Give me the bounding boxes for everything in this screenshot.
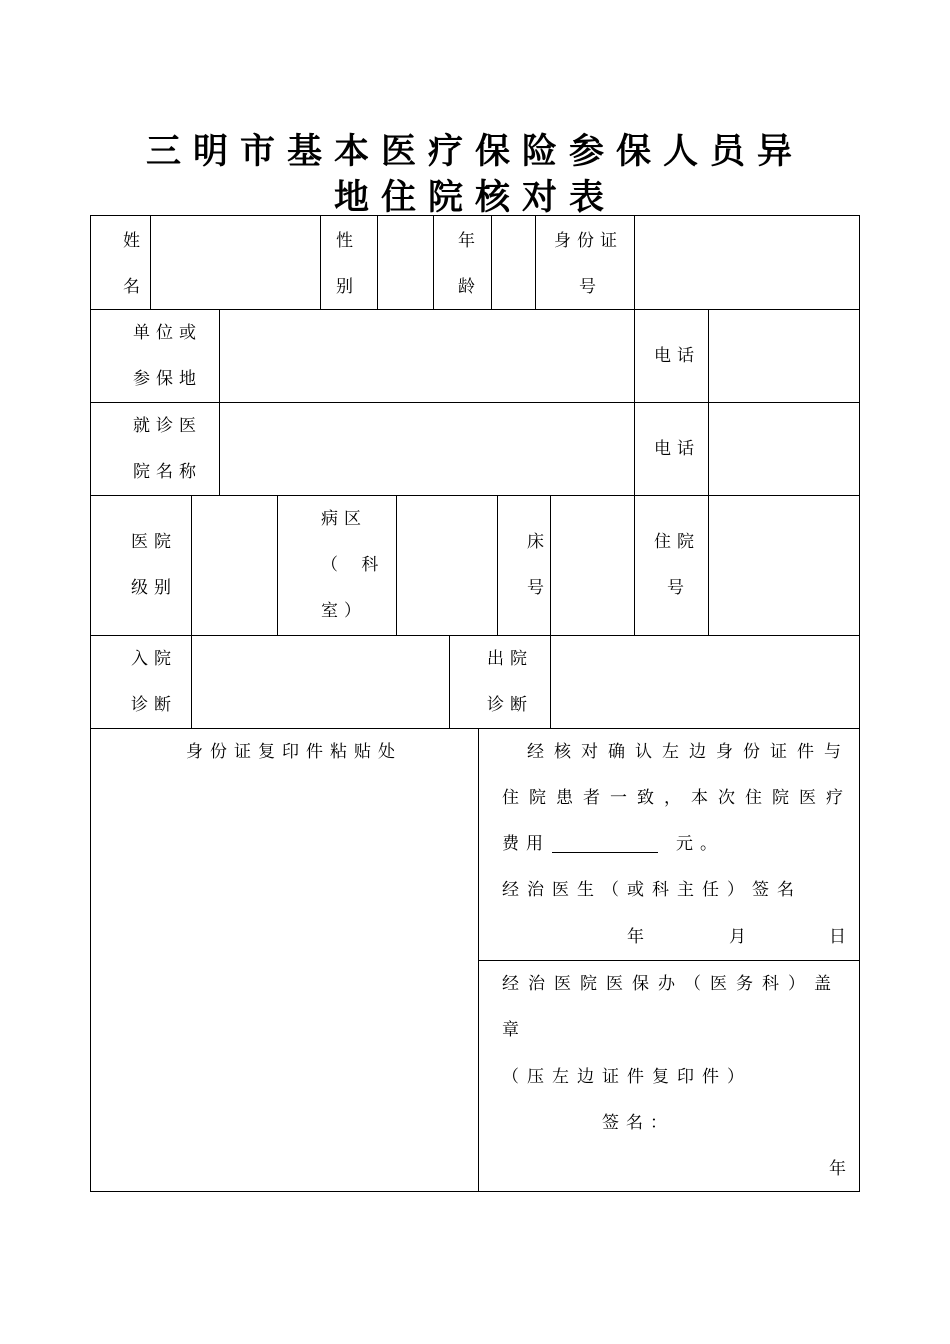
gender-label-2: 别 (336, 277, 359, 297)
confirm-fee-label: 费用 (502, 834, 550, 854)
bed-value-cell[interactable] (550, 495, 634, 635)
fee-blank-line[interactable] (552, 852, 658, 853)
bed-label-2: 号 (527, 578, 550, 598)
discharge-diag-label-2: 诊断 (487, 695, 533, 715)
stamp-sign-label: 签名： (602, 1113, 674, 1133)
hospital-value-cell[interactable] (219, 402, 634, 495)
id-label-1: 身份证 (554, 231, 623, 251)
id-value-cell[interactable] (634, 215, 860, 309)
id-copy-area[interactable] (90, 728, 478, 1192)
name-label-1: 姓 (123, 231, 146, 251)
unit-value-cell[interactable] (219, 309, 634, 402)
form-title-line1: 三明市基本医疗保险参保人员异 (145, 132, 804, 172)
unit-label-cell (90, 309, 219, 402)
date-year: 年 (627, 927, 651, 947)
discharge-diag-label-cell (449, 635, 550, 728)
confirm-line-2: 住院患者一致，本次住院医疗 (502, 788, 853, 808)
age-label-cell (433, 215, 491, 309)
admit-no-label-cell (634, 495, 708, 635)
hospital-label-2: 院名称 (133, 462, 202, 482)
ward-label-3: 室） (321, 601, 367, 621)
level-label-2: 级别 (131, 578, 177, 598)
confirm-cell (478, 728, 860, 960)
age-label-2: 龄 (458, 277, 481, 297)
id-label-2: 号 (579, 277, 602, 297)
name-label-2: 名 (123, 277, 146, 297)
level-label-cell (90, 495, 191, 635)
admit-diag-label-1: 入院 (131, 649, 177, 669)
hospital-label-cell (90, 402, 219, 495)
admit-diag-label-2: 诊断 (131, 695, 177, 715)
date-month: 月 (729, 927, 753, 947)
id-copy-label: 身份证复印件粘贴处 (186, 742, 402, 762)
hospital-label-1: 就诊医 (133, 416, 202, 436)
stamp-line-2: 章 (502, 1020, 526, 1040)
level-value-cell[interactable] (191, 495, 277, 635)
admit-no-label-1: 住院 (654, 532, 700, 552)
discharge-diag-value-cell[interactable] (550, 635, 860, 728)
confirm-fee-unit: 元。 (676, 834, 724, 854)
hospital-phone-value-cell[interactable] (708, 402, 860, 495)
stamp-cell (478, 960, 860, 1192)
unit-label-1: 单位或 (133, 323, 202, 343)
name-label-cell (90, 215, 150, 309)
id-label-cell (535, 215, 634, 309)
stamp-year: 年 (829, 1159, 853, 1179)
hospital-phone-label-cell (634, 402, 708, 495)
hospital-phone-label: 电话 (654, 439, 700, 459)
ward-label-1: 病区 (321, 509, 367, 529)
discharge-diag-label-1: 出院 (487, 649, 533, 669)
unit-label-2: 参保地 (133, 369, 202, 389)
gender-label-1: 性 (336, 231, 359, 251)
unit-phone-value-cell[interactable] (708, 309, 860, 402)
admit-diag-label-cell (90, 635, 191, 728)
bed-label-1: 床 (527, 532, 550, 552)
confirm-line-1: 经核对确认左边身份证件与 (527, 742, 851, 762)
stamp-line-3: （压左边证件复印件） (502, 1067, 752, 1087)
gender-label-cell (320, 215, 377, 309)
bed-label-cell (497, 495, 550, 635)
ward-label-2: （ 科 (321, 555, 388, 575)
name-value-cell[interactable] (150, 215, 320, 309)
admit-no-value-cell[interactable] (708, 495, 860, 635)
admit-diag-value-cell[interactable] (191, 635, 449, 728)
admit-no-label-2: 号 (667, 578, 690, 598)
level-label-1: 医院 (131, 532, 177, 552)
doctor-sign-label: 经治医生（或科主任）签名 (502, 880, 802, 900)
age-value-cell[interactable] (491, 215, 535, 309)
stamp-line-1: 经治医院医保办（医务科）盖 (502, 974, 840, 994)
unit-phone-label: 电话 (654, 346, 700, 366)
ward-value-cell[interactable] (396, 495, 497, 635)
unit-phone-label-cell (634, 309, 708, 402)
date-day: 日 (829, 927, 853, 947)
gender-value-cell[interactable] (377, 215, 433, 309)
ward-label-cell (277, 495, 396, 635)
form-title-line2: 地住院核对表 (333, 178, 616, 218)
age-label-1: 年 (458, 231, 481, 251)
